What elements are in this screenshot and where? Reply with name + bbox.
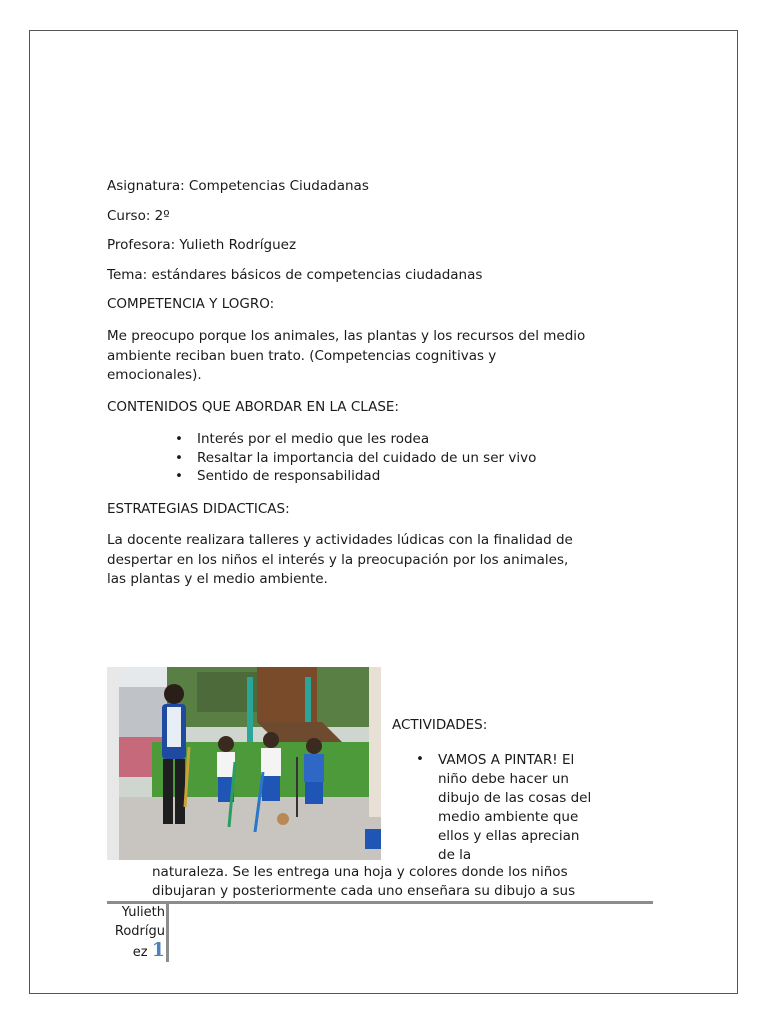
footer-horizontal-rule (107, 901, 653, 904)
contenidos-heading: CONTENIDOS QUE ABORDAR EN LA CLASE: (107, 399, 399, 415)
bullet-glyph: • (416, 751, 424, 767)
footer-author-line: Yulieth (121, 905, 165, 920)
actividad-item-continued: naturaleza. Se les entrega una hoja y colores donde los niños dibujaran y posteriormente cada uno enseñara su dibujo a sus (152, 864, 576, 899)
list-item: • Resaltar la importancia del cuidado de un ser vivo (172, 449, 536, 468)
list-item: • Sentido de responsabilidad (172, 467, 536, 486)
actividades-heading: ACTIVIDADES: (392, 717, 488, 733)
footer-author (101, 904, 165, 963)
profesora-line: Profesora: Yulieth Rodríguez (107, 237, 297, 253)
list-item: • Interés por el medio que les rodea (172, 430, 536, 449)
tema-line: Tema: estándares básicos de competencias ciudadanas (107, 267, 483, 283)
asignatura-line: Asignatura: Competencias Ciudadanas (107, 178, 369, 194)
footer-author-line: ez (132, 945, 148, 960)
children-photo (107, 667, 381, 860)
competencia-heading: COMPETENCIA Y LOGRO: (107, 296, 275, 312)
curso-line: Curso: 2º (107, 208, 170, 224)
actividad-item-text: VAMOS A PINTAR! El niño debe hacer un dibujo de las cosas del medio ambiente que ellos y ellas aprecian de la (438, 752, 592, 863)
footer-vertical-rule (166, 904, 169, 962)
footer-author-line: Rodrígu (114, 923, 165, 939)
contenidos-list (172, 430, 536, 486)
page-number: 1 (151, 939, 165, 961)
estrategias-heading: ESTRATEGIAS DIDACTICAS: (107, 501, 290, 517)
competencia-text: Me preocupo porque los animales, las plantas y los recursos del medio ambiente reciban buen trato. (Competencias cognitivas y emocionales). (107, 328, 586, 383)
estrategias-text: La docente realizara talleres y actividades lúdicas con la finalidad de despertar en los niños el interés y la preocupación por los animales, las plantas y el medio ambiente. (107, 532, 573, 587)
